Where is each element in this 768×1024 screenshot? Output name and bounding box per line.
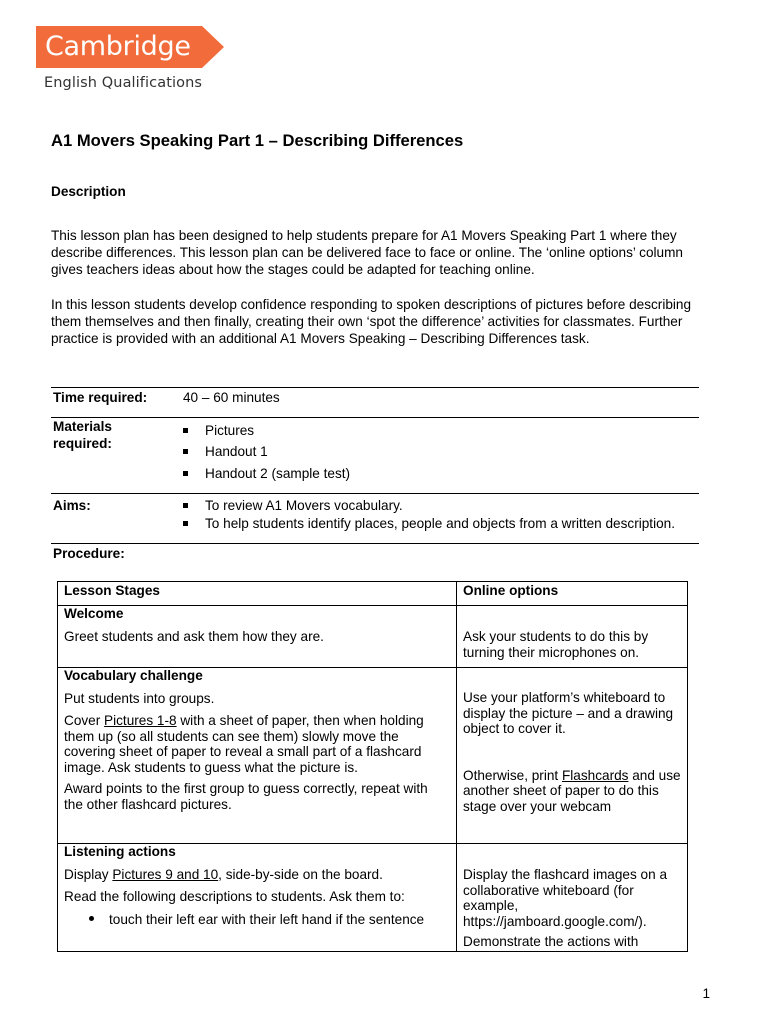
listening-online-cell <box>457 844 688 952</box>
listening-text-2: Read the following descriptions to students. Ask them to: <box>64 889 405 904</box>
aims-item: To help students identify places, people and objects from a written description. <box>183 516 675 532</box>
bullet-square-icon <box>183 503 188 508</box>
info-rule-top <box>51 387 699 388</box>
description-paragraph-1: This lesson plan has been designed to help students prepare for A1 Movers Speaking Part 1 where they describe differences. This lesson plan can be delivered face to face or online. The ‘online options’ column gives teachers ideas about how the stages could be adapted for teaching online. <box>51 228 683 278</box>
vocab-online-cell <box>457 668 688 844</box>
bullet-square-icon <box>183 428 188 433</box>
logo-subtitle: English Qualifications <box>44 75 203 91</box>
pictures-1-8-link[interactable]: Pictures 1-8 <box>104 713 177 728</box>
header-lesson-stages: Lesson Stages <box>58 582 457 606</box>
page-number: 1 <box>702 986 710 1001</box>
vocab-stage-cell <box>58 668 457 844</box>
info-rule-3 <box>51 493 699 494</box>
vocab-online-text-1: Use your platform’s whiteboard to display the picture – and a drawing object to cover it. <box>463 690 674 736</box>
vocab-text-2: Cover Pictures 1-8 with a sheet of paper, then when holding them up (so all students can see them) slowly move the covering sheet of paper to reveal a small part of a flashcard image. Ask students to guess what the picture is. <box>64 713 424 775</box>
welcome-stage-cell <box>58 606 457 668</box>
vocab-online-text-2: Otherwise, print Flashcards and use another sheet of paper to do this stage over your webcam <box>463 767 681 814</box>
materials-label-line1: Materials <box>53 419 112 434</box>
materials-label-line2: required: <box>53 436 112 451</box>
materials-item: Pictures <box>183 423 254 439</box>
vocab-text-3: Award points to the first group to guess correctly, repeat with the other flashcard pictures. <box>64 781 428 812</box>
pictures-9-10-link[interactable]: Pictures 9 and 10 <box>112 866 219 882</box>
table-header-row <box>58 582 688 606</box>
listening-stage-cell <box>58 844 457 952</box>
time-value: 40 – 60 minutes <box>183 390 280 405</box>
info-rule-bottom <box>51 543 699 544</box>
logo-brand-text: Cambridge <box>45 31 191 62</box>
description-paragraph-2: In this lesson students develop confidence responding to spoken descriptions of pictures before describing them themselves and then finally, creating their own ‘spot the difference’ activities for classmates. Further practice is provided with an additional A1 Movers Speaking – Describing Differences task. <box>51 297 692 347</box>
bullet-dot-icon <box>89 916 94 921</box>
listening-title: Listening actions <box>64 844 176 859</box>
table-row-vocabulary <box>58 668 688 844</box>
materials-item: Handout 1 <box>183 444 268 460</box>
welcome-online-cell: Ask your students to do this by turning their microphones on. <box>457 606 688 668</box>
vocab-text-1: Put students into groups. <box>64 690 215 706</box>
page-title: A1 Movers Speaking Part 1 – Describing Differences <box>51 131 464 150</box>
table-row-listening <box>58 844 688 952</box>
cambridge-logo <box>36 26 226 96</box>
aims-label: Aims: <box>53 498 91 513</box>
listening-online-text-1: Display the flashcard images on a collaborative whiteboard (for example, https://jamboard.google.com/). <box>463 867 668 929</box>
bullet-square-icon <box>183 471 188 476</box>
welcome-text: Greet students and ask them how they are. <box>64 628 324 644</box>
info-rule-2 <box>51 417 699 418</box>
welcome-title: Welcome <box>64 606 124 621</box>
time-label: Time required: <box>53 390 148 405</box>
header-online-options: Online options <box>457 582 688 606</box>
listening-text-1: Display Pictures 9 and 10, side-by-side on the board. <box>64 866 383 882</box>
vocab-title: Vocabulary challenge <box>64 668 203 683</box>
listening-online-text-2: Demonstrate the actions with <box>463 934 639 949</box>
materials-item: Handout 2 (sample test) <box>183 466 350 482</box>
bullet-square-icon <box>183 449 188 454</box>
listening-bullet: touch their left ear with their left hand if the sentence <box>64 912 450 928</box>
table-row-welcome <box>58 606 688 668</box>
lesson-stages-table <box>57 581 688 952</box>
flashcards-link[interactable]: Flashcards <box>561 767 629 783</box>
logo-banner <box>36 26 226 68</box>
bullet-square-icon <box>183 521 188 526</box>
aims-item: To review A1 Movers vocabulary. <box>183 498 403 514</box>
description-heading: Description <box>51 184 126 199</box>
procedure-label: Procedure: <box>53 546 125 561</box>
